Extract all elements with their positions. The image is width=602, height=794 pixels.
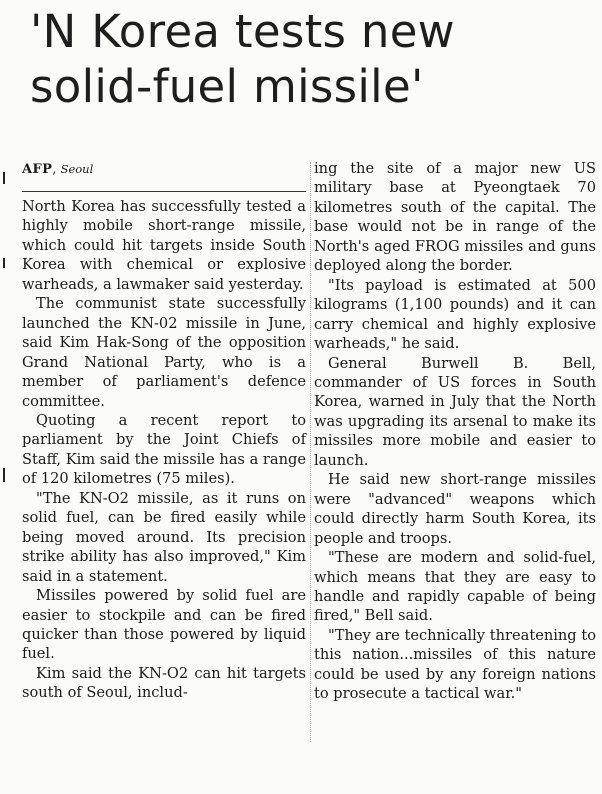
paragraph: General Burwell B. Bell, commander of US forces in South Korea, warned in July that the North was upgrading its arsenal to make its missiles more mobile and easier to launch. <box>314 354 596 469</box>
left-column <box>22 197 306 703</box>
headline-line-1: 'N Korea tests new <box>30 5 455 58</box>
paragraph: "These are modern and solid-fuel, which means that they are easy to handle and rapidly capable of being fired," Bell said. <box>314 549 596 625</box>
right-column <box>314 159 596 704</box>
byline-separator: , <box>52 162 61 177</box>
headline <box>30 4 590 114</box>
margin-mark <box>3 258 5 268</box>
paragraph: Quoting a recent report to parliament by the Joint Chiefs of Staff, Kim said the missile has a range of 120 kilometres (75 miles). <box>22 411 306 488</box>
margin-mark <box>3 172 5 184</box>
paragraph: North Korea has successfully tested a highly mobile short-range missile, which could hit targets inside South Korea with chemical or explosive warheads, a lawmaker said yesterday. <box>22 198 306 293</box>
paragraph: Missiles powered by solid fuel are easier to stockpile and can be fired quicker than those powered by liquid fuel. <box>22 587 306 663</box>
paragraph: Kim said the KN-O2 can hit targets south of Seoul, includ- <box>22 664 306 702</box>
byline-source: AFP <box>22 162 53 177</box>
byline <box>22 160 306 179</box>
byline-city: Seoul <box>60 162 94 176</box>
column-divider <box>310 162 311 742</box>
headline-line-2: solid-fuel missile' <box>30 60 424 113</box>
byline-rule <box>22 191 306 192</box>
paragraph: "Its payload is estimated at 500 kilograms (1,100 pounds) and it can carry chemical and highly explosive warheads," he said. <box>314 276 596 353</box>
margin-mark <box>3 468 5 482</box>
paragraph: "The KN-O2 missile, as it runs on solid fuel, can be fired easily while being moved around. Its precision strike ability has also improved," Kim said in a statement. <box>22 489 306 585</box>
paragraph: "They are technically threatening to this nation...missiles of this nature could be used by any foreign nations to prosecute a tactical war." <box>314 626 596 703</box>
paragraph: ing the site of a major new US military base at Pyeongtaek 70 kilometres south of the capital. The base would not be in range of the North's aged FROG missiles and guns deployed along the border. <box>314 160 596 275</box>
paragraph: He said new short-range missiles were "advanced" weapons which could directly harm South Korea, its people and troops. <box>314 471 596 547</box>
paragraph: The communist state successfully launched the KN-02 missile in June, said Kim Hak-Song of the opposition Grand National Party, who is a member of parliament's defence committee. <box>22 295 306 410</box>
